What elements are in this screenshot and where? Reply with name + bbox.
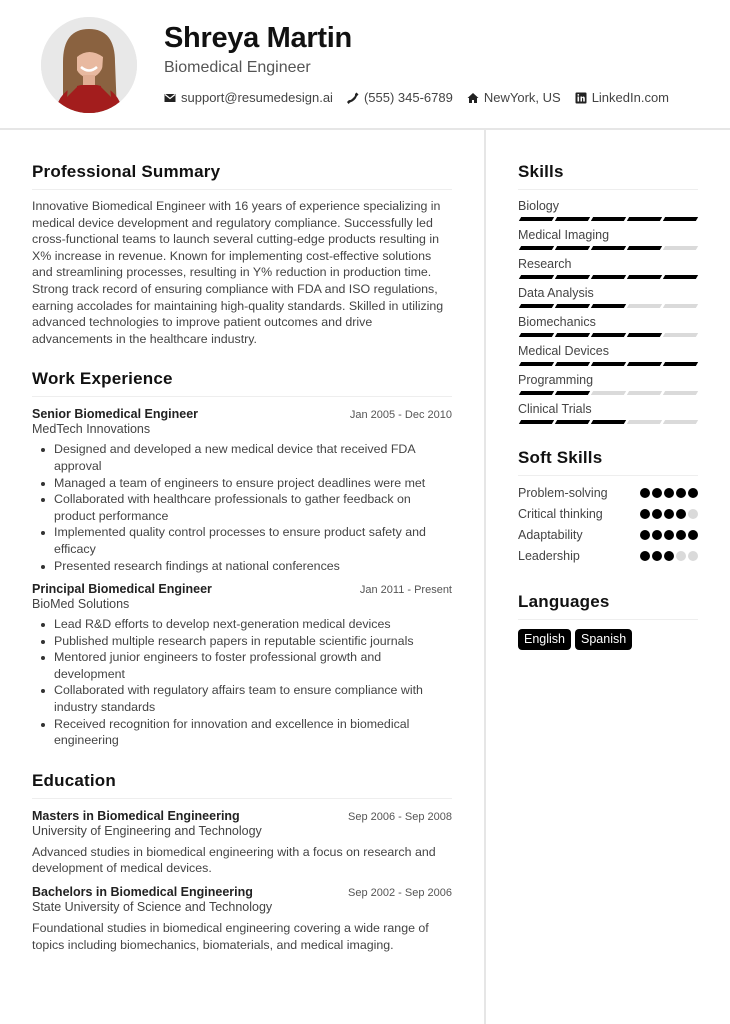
skill-level-segment xyxy=(591,217,626,221)
skill-level-segment xyxy=(519,333,554,337)
skill-level-bar xyxy=(518,246,698,250)
skill-level-segment xyxy=(663,420,698,424)
rating-dot-icon xyxy=(640,530,650,540)
skill-level-segment xyxy=(663,217,698,221)
contact-list xyxy=(164,90,683,105)
skill-level-bar xyxy=(518,420,698,424)
rating-dot-icon xyxy=(676,488,686,498)
skill-level-segment xyxy=(627,333,662,337)
rating-dot-icon xyxy=(652,530,662,540)
skill-level-segment xyxy=(591,420,626,424)
skill-level-segment xyxy=(627,420,662,424)
job-bullet: Lead R&D efforts to develop next-generation medical devices xyxy=(40,616,452,633)
rating-dot-icon xyxy=(688,551,698,561)
soft-skill-item xyxy=(518,545,698,566)
soft-skill-item xyxy=(518,503,698,524)
section-title-soft-skills: Soft Skills xyxy=(518,448,698,476)
skill-name: Biomechanics xyxy=(518,315,596,329)
soft-skill-rating xyxy=(640,509,698,519)
education-description: Foundational studies in biomedical engineering covering a wide range of topics including biomechanics, biomaterials, and medical imaging. xyxy=(32,921,429,952)
email-text: support@resumedesign.ai xyxy=(181,90,333,105)
linkedin-icon xyxy=(575,92,587,104)
rating-dot-icon xyxy=(664,551,674,561)
soft-skill-name: Adaptability xyxy=(518,527,583,542)
summary-section xyxy=(32,162,452,347)
main-column xyxy=(32,162,452,967)
rating-dot-icon xyxy=(688,530,698,540)
skill-level-segment xyxy=(627,217,662,221)
degree-dates: Sep 2002 - Sep 2006 xyxy=(348,887,452,900)
skill-level-segment xyxy=(591,304,626,308)
skill-item xyxy=(518,228,698,250)
education-entry xyxy=(32,885,452,953)
soft-skill-name: Leadership xyxy=(518,548,580,563)
skill-level-segment xyxy=(663,304,698,308)
contact-phone[interactable] xyxy=(347,90,453,105)
rating-dot-icon xyxy=(640,509,650,519)
job-role: Principal Biomedical Engineer xyxy=(32,582,212,597)
skill-item xyxy=(518,257,698,279)
degree-name: Bachelors in Biomedical Engineering xyxy=(32,885,253,900)
skill-level-segment xyxy=(627,275,662,279)
skill-level-bar xyxy=(518,304,698,308)
skill-name: Data Analysis xyxy=(518,286,594,300)
soft-skill-item xyxy=(518,482,698,503)
skill-level-segment xyxy=(555,275,590,279)
language-badge: Spanish xyxy=(575,629,632,650)
phone-text: (555) 345-6789 xyxy=(363,90,453,105)
envelope-icon xyxy=(164,92,176,104)
candidate-title: Biomedical Engineer xyxy=(164,59,311,76)
skill-level-segment xyxy=(555,391,590,395)
languages-list xyxy=(518,629,698,650)
skill-level-segment xyxy=(663,391,698,395)
rating-dot-icon xyxy=(688,509,698,519)
education-description: Advanced studies in biomedical engineering with a focus on research and development of medical devices. xyxy=(32,844,436,876)
rating-dot-icon xyxy=(676,551,686,561)
rating-dot-icon xyxy=(676,530,686,540)
soft-skill-name: Problem-solving xyxy=(518,485,608,500)
degree-dates: Sep 2006 - Sep 2008 xyxy=(348,810,452,823)
skill-level-segment xyxy=(519,217,554,221)
skill-level-segment xyxy=(555,246,590,250)
soft-skills-section xyxy=(518,448,698,566)
candidate-name: Shreya Martin xyxy=(164,22,352,54)
rating-dot-icon xyxy=(676,509,686,519)
skill-level-segment xyxy=(627,362,662,366)
skill-level-segment xyxy=(519,362,554,366)
skill-level-segment xyxy=(627,246,662,250)
skill-item xyxy=(518,402,698,424)
soft-skill-item xyxy=(518,524,698,545)
skill-level-segment xyxy=(555,217,590,221)
skill-level-segment xyxy=(663,246,698,250)
job-bullet: Published multiple research papers in reputable scientific journals xyxy=(40,633,452,650)
education-section xyxy=(32,771,452,953)
skill-name: Medical Imaging xyxy=(518,228,610,242)
rating-dot-icon xyxy=(664,530,674,540)
skill-level-segment xyxy=(591,333,626,337)
job-bullet: Mentored junior engineers to foster professional growth and development xyxy=(40,649,452,682)
education-entry xyxy=(32,809,452,877)
soft-skill-name: Critical thinking xyxy=(518,506,603,521)
contact-location xyxy=(467,90,561,105)
skill-level-bar xyxy=(518,391,698,395)
summary-text: Innovative Biomedical Engineer with 16 years of experience specializing in medical device development and regulatory compliance. Successfully led cross-functional teams to launch several cutting-edge products resulting in X% increase in revenue. Known for implementing cost-effective solutions and streamlining processes, resulting in Y% reduction in production time. Strong track record of ensuring compliance with FDA and ISO regulations, earning accolades for maintaining high-quality standards. Skilled in utilizing advanced technologies to improve patient outcomes and drive advancements in the healthcare industry. xyxy=(32,199,444,346)
skill-level-segment xyxy=(519,246,554,250)
skills-section xyxy=(518,162,698,424)
section-title-experience: Work Experience xyxy=(32,369,452,397)
section-title-languages: Languages xyxy=(518,592,698,620)
job-dates: Jan 2011 - Present xyxy=(359,584,452,597)
job-bullet: Collaborated with regulatory affairs team to ensure compliance with industry standards xyxy=(40,682,452,715)
skill-level-segment xyxy=(519,391,554,395)
rating-dot-icon xyxy=(664,488,674,498)
languages-section xyxy=(518,592,698,650)
skill-name: Programming xyxy=(518,373,594,387)
linkedin-text: LinkedIn.com xyxy=(591,90,670,105)
rating-dot-icon xyxy=(640,488,650,498)
skill-item xyxy=(518,286,698,308)
job-bullets xyxy=(32,441,452,574)
experience-section xyxy=(32,369,452,749)
job-bullet: Collaborated with healthcare professionals to gather feedback on product performance xyxy=(40,491,452,524)
job-entry xyxy=(32,582,452,749)
contact-email[interactable] xyxy=(164,90,333,105)
section-title-skills: Skills xyxy=(518,162,698,190)
skill-level-segment xyxy=(663,333,698,337)
skill-name: Research xyxy=(518,257,572,271)
skill-name: Biology xyxy=(518,199,559,213)
degree-name: Masters in Biomedical Engineering xyxy=(32,808,240,823)
rating-dot-icon xyxy=(652,509,662,519)
job-entry xyxy=(32,407,452,574)
job-bullet: Implemented quality control processes to ensure product safety and efficacy xyxy=(40,524,452,557)
skill-level-segment xyxy=(555,420,590,424)
skill-level-segment xyxy=(519,304,554,308)
skill-name: Medical Devices xyxy=(518,344,610,358)
rating-dot-icon xyxy=(652,488,662,498)
school-name: University of Engineering and Technology xyxy=(32,823,262,838)
school-name: State University of Science and Technology xyxy=(32,900,273,915)
soft-skill-rating xyxy=(640,530,698,540)
skill-level-segment xyxy=(663,362,698,366)
rating-dot-icon xyxy=(688,488,698,498)
sidebar-column xyxy=(518,162,698,670)
skill-level-segment xyxy=(591,362,626,366)
profile-photo xyxy=(41,17,137,113)
skill-level-segment xyxy=(627,304,662,308)
rating-dot-icon xyxy=(640,551,650,561)
skill-item xyxy=(518,199,698,221)
skill-level-segment xyxy=(591,246,626,250)
job-bullet: Designed and developed a new medical device that received FDA approval xyxy=(40,441,452,474)
skill-level-segment xyxy=(555,362,590,366)
phone-icon xyxy=(347,92,359,104)
soft-skill-rating xyxy=(640,488,698,498)
job-bullet: Managed a team of engineers to ensure project deadlines were met xyxy=(40,475,452,492)
skill-level-segment xyxy=(555,304,590,308)
skill-level-segment xyxy=(519,275,554,279)
section-title-education: Education xyxy=(32,771,452,799)
skill-level-segment xyxy=(519,420,554,424)
job-company: BioMed Solutions xyxy=(32,597,130,612)
home-icon xyxy=(467,92,479,104)
job-company: MedTech Innovations xyxy=(32,422,151,437)
skill-level-bar xyxy=(518,275,698,279)
person-photo-icon xyxy=(41,17,137,113)
skill-level-segment xyxy=(555,333,590,337)
skill-name: Clinical Trials xyxy=(518,402,592,416)
job-role: Senior Biomedical Engineer xyxy=(32,407,199,422)
language-badge: English xyxy=(518,629,571,650)
skill-level-segment xyxy=(591,391,626,395)
skill-level-segment xyxy=(591,275,626,279)
skill-item xyxy=(518,344,698,366)
skill-item xyxy=(518,373,698,395)
soft-skill-rating xyxy=(640,551,698,561)
skill-level-bar xyxy=(518,362,698,366)
resume-header xyxy=(0,0,730,130)
rating-dot-icon xyxy=(664,509,674,519)
location-text: NewYork, US xyxy=(483,90,561,105)
rating-dot-icon xyxy=(652,551,662,561)
job-bullet: Presented research findings at national conferences xyxy=(40,558,452,575)
skills-list xyxy=(518,199,698,424)
column-divider xyxy=(484,130,486,1024)
contact-linkedin[interactable] xyxy=(575,90,669,105)
skill-level-segment xyxy=(627,391,662,395)
job-bullets xyxy=(32,616,452,749)
soft-skills-list xyxy=(518,482,698,566)
job-bullet: Received recognition for innovation and excellence in biomedical engineering xyxy=(40,716,452,749)
skill-item xyxy=(518,315,698,337)
job-dates: Jan 2005 - Dec 2010 xyxy=(349,409,452,422)
skill-level-bar xyxy=(518,217,698,221)
skill-level-segment xyxy=(663,275,698,279)
skill-level-bar xyxy=(518,333,698,337)
section-title-summary: Professional Summary xyxy=(32,162,452,190)
